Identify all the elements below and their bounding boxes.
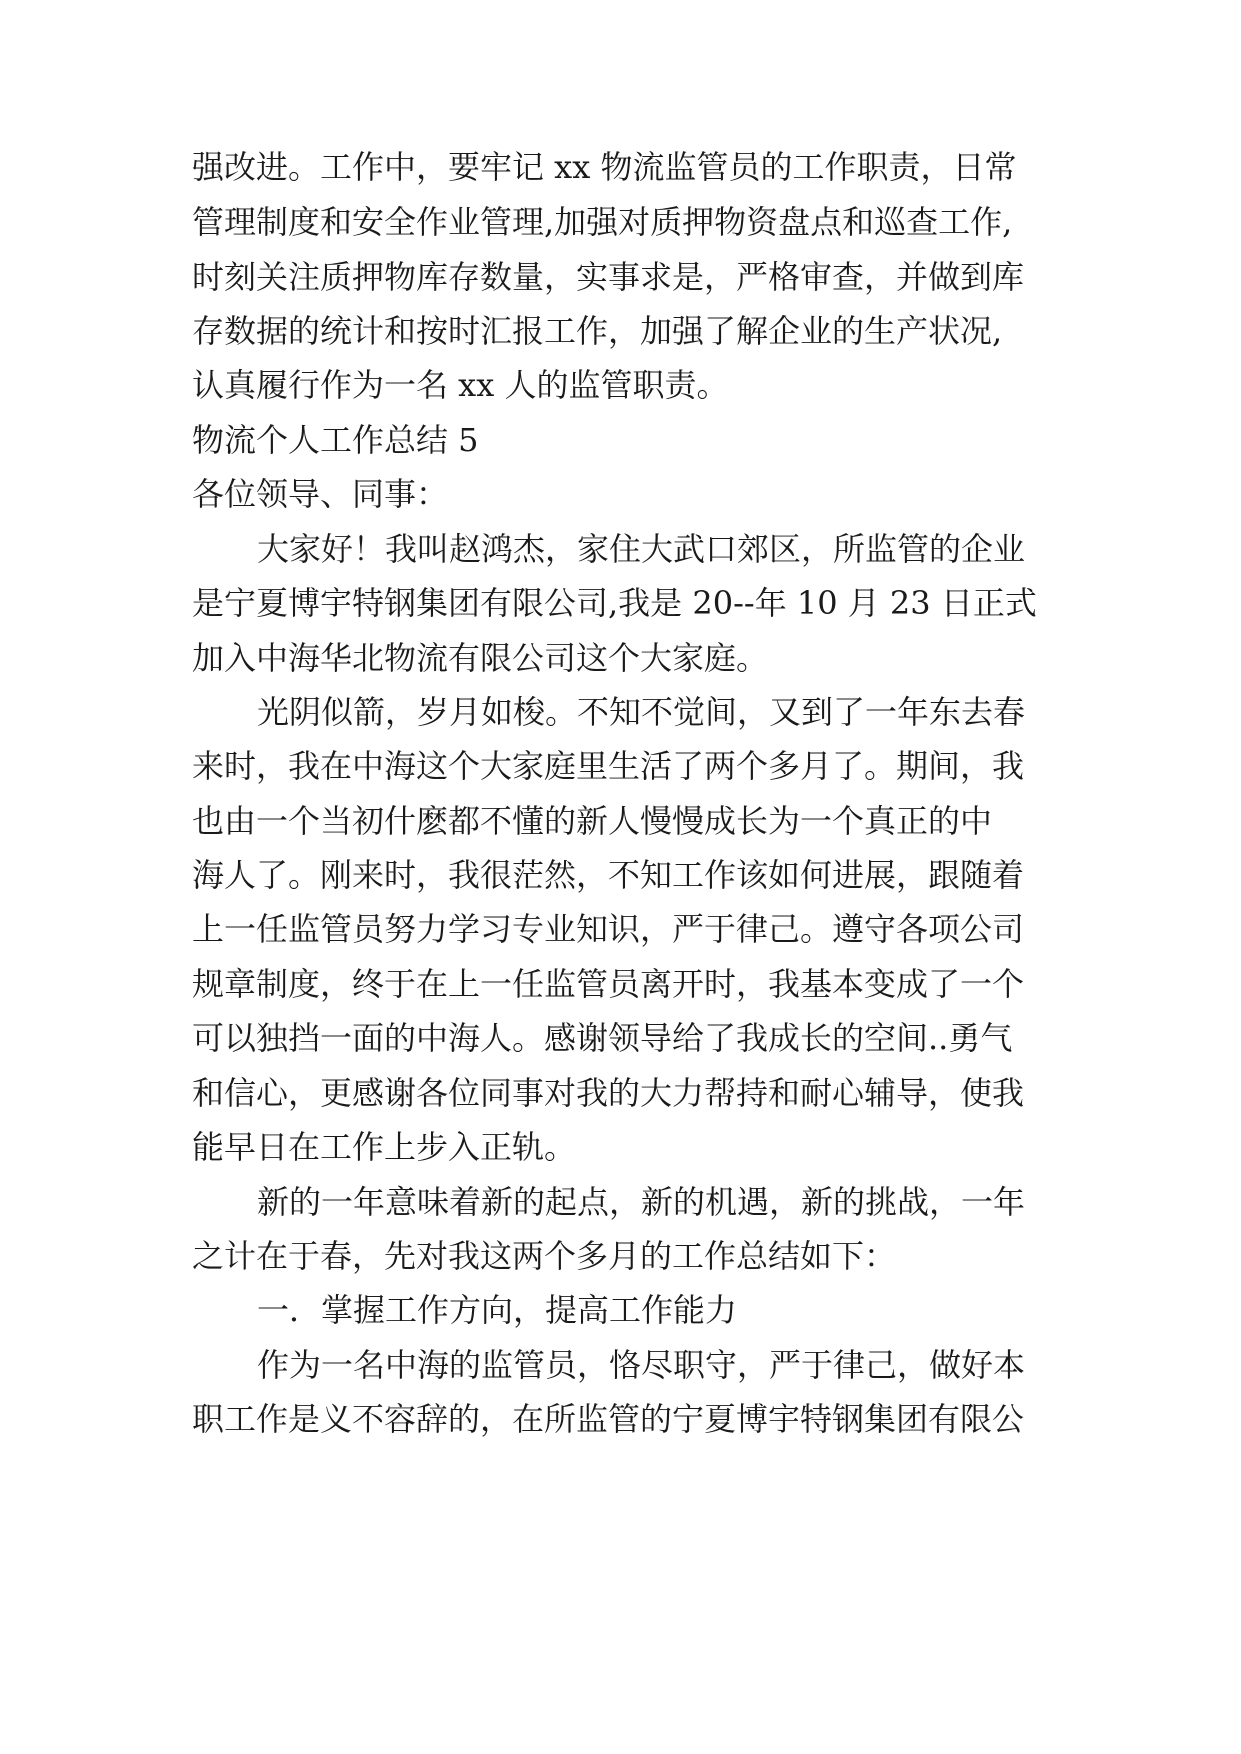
paragraph-line: 和信心，更感谢各位同事对我的大力帮持和耐心辅导，使我 [192, 1074, 1025, 1112]
section-title: 物流个人工作总结 5 [192, 421, 479, 459]
paragraph-line: 也由一个当初什麽都不懂的新人慢慢成长为一个真正的中 [192, 802, 993, 840]
paragraph-line: 强改进。工作中，要牢记 xx 物流监管员的工作职责，日常 [192, 148, 1017, 186]
paragraph-line: 职工作是义不容辞的，在所监管的宁夏博宇特钢集团有限公 [192, 1400, 1025, 1438]
paragraph-line: 时刻关注质押物库存数量，实事求是，严格审查，并做到库 [192, 258, 1025, 296]
paragraph-line: 能早日在工作上步入正轨。 [192, 1128, 577, 1166]
subheading: 一．掌握工作方向，提高工作能力 [257, 1291, 738, 1329]
paragraph-line: 上一任监管员努力学习专业知识，严于律己。遵守各项公司 [192, 910, 1025, 948]
paragraph-line: 认真履行作为一名 xx 人的监管职责。 [192, 366, 729, 404]
paragraph-line: 海人了。刚来时，我很茫然，不知工作该如何进展，跟随着 [192, 856, 1025, 894]
salutation: 各位领导、同事： [192, 475, 449, 513]
paragraph-line: 管理制度和安全作业管理,加强对质押物资盘点和巡查工作, [192, 203, 1013, 241]
paragraph-line: 大家好！我叫赵鸿杰，家住大武口郊区，所监管的企业 [257, 530, 1026, 568]
paragraph-line: 光阴似箭，岁月如梭。不知不觉间，又到了一年东去春 [257, 693, 1026, 731]
paragraph-line: 是宁夏博宇特钢集团有限公司,我是 20--年 10 月 23 日正式 [192, 584, 1037, 622]
paragraph-line: 作为一名中海的监管员，恪尽职守，严于律己，做好本 [257, 1346, 1026, 1384]
paragraph-line: 存数据的统计和按时汇报工作，加强了解企业的生产状况, [192, 312, 1003, 350]
paragraph-line: 可以独挡一面的中海人。感谢领导给了我成长的空间..勇气 [192, 1019, 1013, 1057]
paragraph-line: 来时，我在中海这个大家庭里生活了两个多月了。期间，我 [192, 747, 1025, 785]
paragraph-line: 之计在于春，先对我这两个多月的工作总结如下： [192, 1237, 897, 1275]
paragraph-line: 新的一年意味着新的起点，新的机遇，新的挑战，一年 [257, 1183, 1026, 1221]
paragraph-line: 规章制度，终于在上一任监管员离开时，我基本变成了一个 [192, 965, 1025, 1003]
paragraph-line: 加入中海华北物流有限公司这个大家庭。 [192, 639, 769, 677]
